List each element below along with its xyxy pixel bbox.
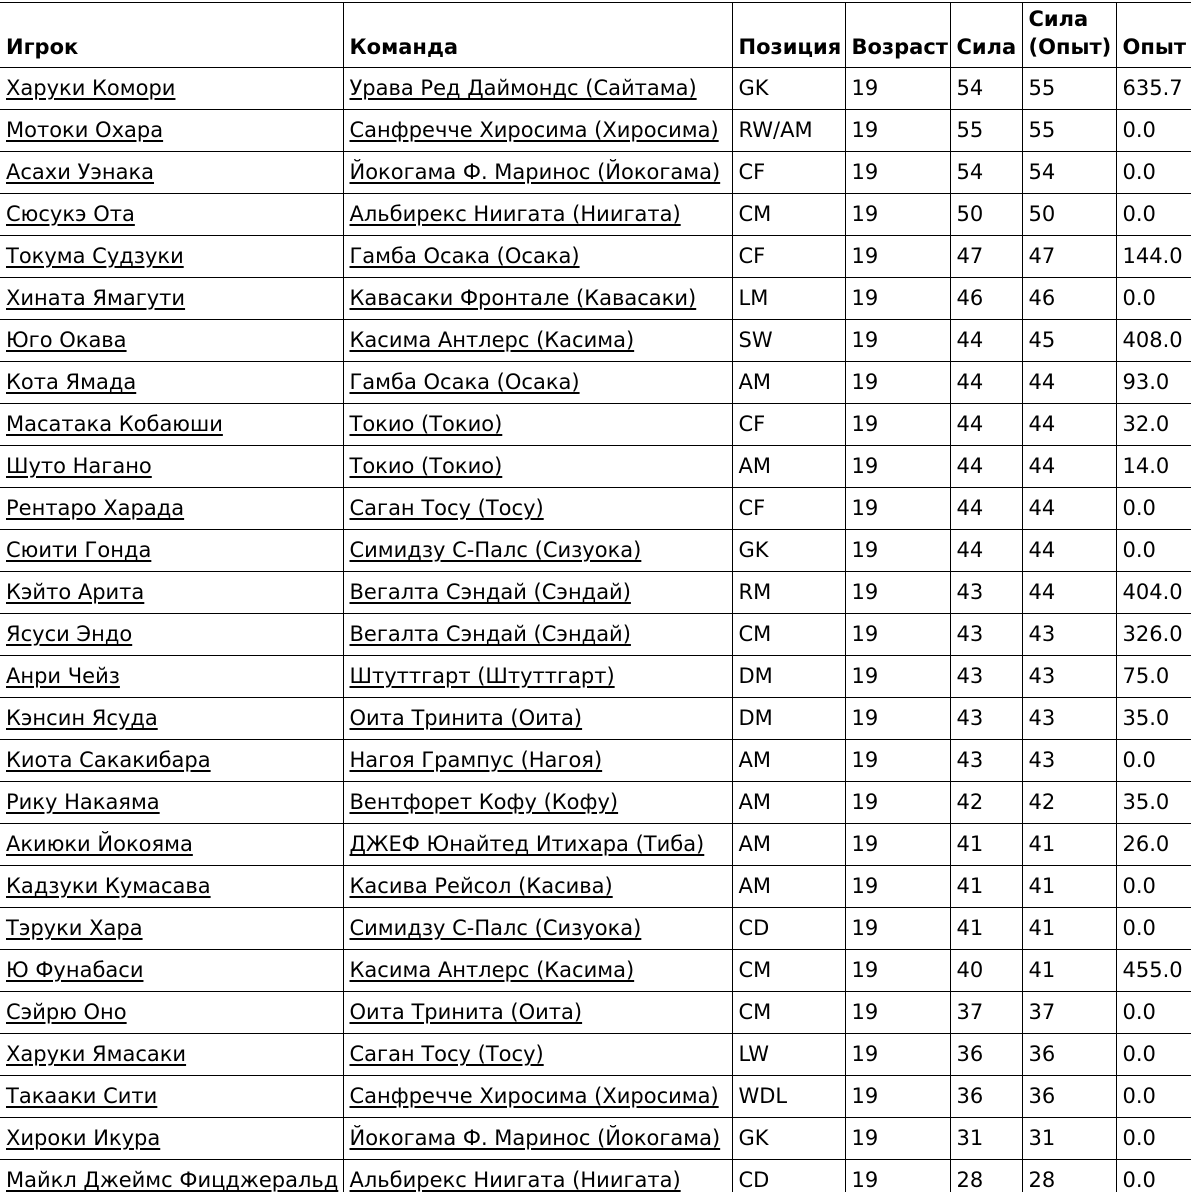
player-cell [0,320,343,362]
experience-cell: 0.0 [1116,1076,1191,1118]
header-strength-exp-line2: (Опыт) [1028,35,1112,59]
strength-cell: 31 [950,1118,1022,1160]
team-link[interactable]: Гамба Осака (Осака) [349,244,580,268]
team-cell [343,1118,732,1160]
experience-cell: 0.0 [1116,908,1191,950]
position-cell: WDL [732,1076,845,1118]
position-cell: LW [732,1034,845,1076]
strength-cell: 46 [950,278,1022,320]
position-cell: LM [732,278,845,320]
strength-exp-cell: 47 [1022,236,1116,278]
team-cell [343,278,732,320]
player-cell [0,488,343,530]
table-row [0,572,1191,614]
team-cell [343,110,732,152]
table-row [0,782,1191,824]
header-strength-exp-line1: Сила [1028,7,1089,31]
table-row [0,740,1191,782]
table-row [0,992,1191,1034]
table-row [0,362,1191,404]
player-cell [0,992,343,1034]
age-cell: 19 [845,656,950,698]
team-link[interactable]: Саган Тосу (Тосу) [349,496,544,520]
strength-cell: 50 [950,194,1022,236]
experience-cell: 326.0 [1116,614,1191,656]
position-cell: DM [732,656,845,698]
team-link[interactable]: Вентфорет Кофу (Кофу) [349,790,619,814]
player-link[interactable]: Сюити Гонда [6,538,152,562]
strength-cell: 36 [950,1076,1022,1118]
strength-exp-cell: 45 [1022,320,1116,362]
strength-exp-cell: 54 [1022,152,1116,194]
player-cell [0,404,343,446]
strength-cell: 44 [950,446,1022,488]
strength-cell: 41 [950,824,1022,866]
team-cell [343,950,732,992]
team-link[interactable]: Штуттгарт (Штуттгарт) [349,664,615,688]
team-cell [343,866,732,908]
player-link[interactable]: Масатака Кобаюши [6,412,223,436]
table-row [0,614,1191,656]
strength-exp-cell: 44 [1022,530,1116,572]
team-cell [343,572,732,614]
header-row [0,3,1191,68]
table-row [0,1160,1191,1192]
players-table [0,2,1191,1192]
player-link[interactable]: Сэйрю Оно [6,1000,127,1024]
position-cell: CF [732,404,845,446]
position-cell: AM [732,782,845,824]
team-link[interactable]: Йокогама Ф. Маринос (Йокогама) [349,1126,721,1150]
position-cell: CM [732,194,845,236]
age-cell: 19 [845,446,950,488]
age-cell: 19 [845,194,950,236]
experience-cell: 0.0 [1116,992,1191,1034]
player-cell [0,236,343,278]
age-cell: 19 [845,950,950,992]
strength-cell: 43 [950,572,1022,614]
strength-cell: 55 [950,110,1022,152]
position-cell: DM [732,698,845,740]
player-cell [0,110,343,152]
age-cell: 19 [845,152,950,194]
experience-cell: 0.0 [1116,1034,1191,1076]
strength-cell: 43 [950,698,1022,740]
player-link[interactable]: Шуто Нагано [6,454,152,478]
experience-cell: 0.0 [1116,278,1191,320]
header-position[interactable]: Позиция [732,3,845,68]
position-cell: CD [732,1160,845,1192]
team-link[interactable]: Касима Антлерс (Касима) [349,958,635,982]
age-cell: 19 [845,236,950,278]
team-link[interactable]: Санфречче Хиросима (Хиросима) [349,118,719,142]
experience-cell: 93.0 [1116,362,1191,404]
age-cell: 19 [845,614,950,656]
strength-exp-cell: 55 [1022,110,1116,152]
strength-exp-cell: 41 [1022,824,1116,866]
player-link[interactable]: Кота Ямада [6,370,137,394]
position-cell: CM [732,950,845,992]
team-cell [343,908,732,950]
age-cell: 19 [845,110,950,152]
position-cell: GK [732,530,845,572]
position-cell: AM [732,866,845,908]
strength-cell: 44 [950,404,1022,446]
strength-exp-cell: 44 [1022,572,1116,614]
position-cell: AM [732,362,845,404]
age-cell: 19 [845,1034,950,1076]
age-cell: 19 [845,824,950,866]
table-body [0,68,1191,1192]
player-cell [0,68,343,110]
team-cell [343,992,732,1034]
age-cell: 19 [845,320,950,362]
experience-cell: 0.0 [1116,866,1191,908]
strength-exp-cell: 50 [1022,194,1116,236]
team-link[interactable]: Оита Тринита (Оита) [349,706,583,730]
strength-cell: 41 [950,866,1022,908]
experience-cell: 0.0 [1116,488,1191,530]
position-cell: GK [732,68,845,110]
strength-exp-cell: 44 [1022,362,1116,404]
strength-exp-cell: 37 [1022,992,1116,1034]
player-link[interactable]: Рентаро Харада [6,496,185,520]
player-link[interactable]: Харуки Комори [6,76,176,100]
player-cell [0,908,343,950]
strength-cell: 43 [950,656,1022,698]
team-cell [343,1160,732,1192]
table-row [0,320,1191,362]
strength-cell: 43 [950,740,1022,782]
position-cell: CM [732,992,845,1034]
strength-exp-cell: 41 [1022,950,1116,992]
age-cell: 19 [845,404,950,446]
player-link[interactable]: Хироки Икура [6,1126,161,1150]
strength-cell: 36 [950,1034,1022,1076]
player-cell [0,614,343,656]
team-link[interactable]: Симидзу С-Палс (Сизуока) [349,916,642,940]
team-link[interactable]: Вегалта Сэндай (Сэндай) [349,580,631,604]
experience-cell: 0.0 [1116,1160,1191,1192]
table-row [0,446,1191,488]
age-cell: 19 [845,1160,950,1192]
strength-exp-cell: 36 [1022,1076,1116,1118]
age-cell: 19 [845,68,950,110]
player-cell [0,824,343,866]
strength-exp-cell: 41 [1022,908,1116,950]
position-cell: GK [732,1118,845,1160]
team-cell [343,1076,732,1118]
age-cell: 19 [845,782,950,824]
player-cell [0,1118,343,1160]
player-link[interactable]: Кадзуки Кумасава [6,874,211,898]
experience-cell: 26.0 [1116,824,1191,866]
player-link[interactable]: Кэйто Арита [6,580,145,604]
age-cell: 19 [845,488,950,530]
table-row [0,68,1191,110]
header-player[interactable]: Игрок [0,3,343,68]
strength-cell: 44 [950,530,1022,572]
team-link[interactable]: Санфречче Хиросима (Хиросима) [349,1084,719,1108]
team-cell [343,236,732,278]
team-cell [343,362,732,404]
strength-cell: 37 [950,992,1022,1034]
position-cell: CM [732,614,845,656]
age-cell: 19 [845,572,950,614]
header-strength-exp[interactable] [1022,3,1116,68]
team-cell [343,68,732,110]
team-link[interactable]: ДЖЕФ Юнайтед Итихара (Тиба) [349,832,705,856]
experience-cell: 455.0 [1116,950,1191,992]
team-cell [343,656,732,698]
team-cell [343,530,732,572]
team-link[interactable]: Токио (Токио) [349,454,503,478]
player-cell [0,446,343,488]
strength-cell: 42 [950,782,1022,824]
strength-exp-cell: 43 [1022,614,1116,656]
player-link[interactable]: Анри Чейз [6,664,120,688]
strength-exp-cell: 46 [1022,278,1116,320]
player-link[interactable]: Харуки Ямасаки [6,1042,187,1066]
team-cell [343,194,732,236]
strength-exp-cell: 42 [1022,782,1116,824]
strength-exp-cell: 41 [1022,866,1116,908]
age-cell: 19 [845,362,950,404]
player-cell [0,530,343,572]
age-cell: 19 [845,698,950,740]
team-cell [343,782,732,824]
strength-exp-cell: 55 [1022,68,1116,110]
age-cell: 19 [845,530,950,572]
position-cell: RW/AM [732,110,845,152]
player-cell [0,740,343,782]
table-row [0,194,1191,236]
team-cell [343,320,732,362]
table-row [0,236,1191,278]
team-cell [343,1034,732,1076]
team-link[interactable]: Урава Ред Даймондс (Сайтама) [349,76,697,100]
player-cell [0,866,343,908]
position-cell: SW [732,320,845,362]
age-cell: 19 [845,866,950,908]
age-cell: 19 [845,1118,950,1160]
table-row [0,110,1191,152]
player-cell [0,1076,343,1118]
table-row [0,908,1191,950]
strength-cell: 47 [950,236,1022,278]
player-link[interactable]: Тэруки Хара [6,916,143,940]
age-cell: 19 [845,908,950,950]
age-cell: 19 [845,740,950,782]
player-link[interactable]: Рику Накаяма [6,790,160,814]
strength-cell: 54 [950,152,1022,194]
table-row [0,278,1191,320]
player-link[interactable]: Такааки Сити [6,1084,158,1108]
table-row [0,1118,1191,1160]
experience-cell: 35.0 [1116,782,1191,824]
player-link[interactable]: Киота Сакакибара [6,748,211,772]
strength-exp-cell: 43 [1022,656,1116,698]
team-cell [343,446,732,488]
experience-cell: 408.0 [1116,320,1191,362]
team-link[interactable]: Касива Рейсол (Касива) [349,874,613,898]
strength-exp-cell: 43 [1022,698,1116,740]
player-link[interactable]: Юго Окава [6,328,127,352]
position-cell: AM [732,824,845,866]
player-cell [0,152,343,194]
team-link[interactable]: Йокогама Ф. Маринос (Йокогама) [349,160,721,184]
experience-cell: 635.7 [1116,68,1191,110]
experience-cell: 0.0 [1116,1118,1191,1160]
team-link[interactable]: Оита Тринита (Оита) [349,1000,583,1024]
table-row [0,530,1191,572]
player-link[interactable]: Кэнсин Ясуда [6,706,158,730]
experience-cell: 35.0 [1116,698,1191,740]
player-cell [0,362,343,404]
strength-exp-cell: 44 [1022,404,1116,446]
player-cell [0,572,343,614]
table-row [0,404,1191,446]
experience-cell: 404.0 [1116,572,1191,614]
age-cell: 19 [845,992,950,1034]
player-cell [0,656,343,698]
player-link[interactable]: Майкл Джеймс Фицджеральд [6,1168,339,1192]
position-cell: AM [732,740,845,782]
strength-cell: 40 [950,950,1022,992]
strength-cell: 44 [950,362,1022,404]
team-link[interactable]: Альбирекс Ниигата (Ниигата) [349,1168,681,1192]
experience-cell: 0.0 [1116,110,1191,152]
player-cell [0,782,343,824]
strength-exp-cell: 28 [1022,1160,1116,1192]
team-cell [343,740,732,782]
team-link[interactable]: Вегалта Сэндай (Сэндай) [349,622,631,646]
team-link[interactable]: Альбирекс Ниигата (Ниигата) [349,202,681,226]
player-link[interactable]: Ю Фунабаси [6,958,144,982]
age-cell: 19 [845,278,950,320]
header-age[interactable]: Возраст [845,3,950,68]
player-link[interactable]: Ясуси Эндо [6,622,133,646]
table-row [0,488,1191,530]
team-cell [343,698,732,740]
player-cell [0,1160,343,1192]
team-link[interactable]: Токио (Токио) [349,412,503,436]
strength-exp-cell: 44 [1022,446,1116,488]
experience-cell: 14.0 [1116,446,1191,488]
team-cell [343,614,732,656]
player-cell [0,698,343,740]
strength-cell: 43 [950,614,1022,656]
experience-cell: 0.0 [1116,530,1191,572]
experience-cell: 0.0 [1116,194,1191,236]
experience-cell: 32.0 [1116,404,1191,446]
player-cell [0,1034,343,1076]
header-experience[interactable]: Опыт [1116,3,1191,68]
table-row [0,1034,1191,1076]
position-cell: CF [732,488,845,530]
table-row [0,824,1191,866]
experience-cell: 0.0 [1116,152,1191,194]
player-cell [0,950,343,992]
experience-cell: 144.0 [1116,236,1191,278]
header-strength[interactable]: Сила [950,3,1022,68]
team-link[interactable]: Гамба Осака (Осака) [349,370,580,394]
position-cell: CF [732,236,845,278]
table-row [0,152,1191,194]
player-cell [0,194,343,236]
strength-cell: 54 [950,68,1022,110]
table-row [0,866,1191,908]
strength-exp-cell: 36 [1022,1034,1116,1076]
strength-cell: 41 [950,908,1022,950]
header-team[interactable]: Команда [343,3,732,68]
player-link[interactable]: Акиюки Йокояма [6,832,193,856]
player-link[interactable]: Асахи Уэнака [6,160,155,184]
age-cell: 19 [845,1076,950,1118]
strength-cell: 44 [950,320,1022,362]
team-link[interactable]: Касима Антлерс (Касима) [349,328,635,352]
strength-cell: 28 [950,1160,1022,1192]
strength-cell: 44 [950,488,1022,530]
team-link[interactable]: Нагоя Грампус (Нагоя) [349,748,603,772]
team-cell [343,152,732,194]
experience-cell: 75.0 [1116,656,1191,698]
position-cell: AM [732,446,845,488]
strength-exp-cell: 43 [1022,740,1116,782]
player-link[interactable]: Мотоки Охара [6,118,164,142]
team-cell [343,488,732,530]
strength-exp-cell: 44 [1022,488,1116,530]
experience-cell: 0.0 [1116,740,1191,782]
team-link[interactable]: Саган Тосу (Тосу) [349,1042,544,1066]
table-row [0,698,1191,740]
table-row [0,950,1191,992]
position-cell: CD [732,908,845,950]
team-cell [343,824,732,866]
team-cell [343,404,732,446]
table-row [0,1076,1191,1118]
table-row [0,656,1191,698]
player-cell [0,278,343,320]
strength-exp-cell: 31 [1022,1118,1116,1160]
player-link[interactable]: Хината Ямагути [6,286,186,310]
position-cell: RM [732,572,845,614]
team-link[interactable]: Симидзу С-Палс (Сизуока) [349,538,642,562]
player-link[interactable]: Сюсукэ Ота [6,202,135,226]
player-link[interactable]: Токума Судзуки [6,244,184,268]
team-link[interactable]: Кавасаки Фронтале (Кавасаки) [349,286,697,310]
position-cell: CF [732,152,845,194]
